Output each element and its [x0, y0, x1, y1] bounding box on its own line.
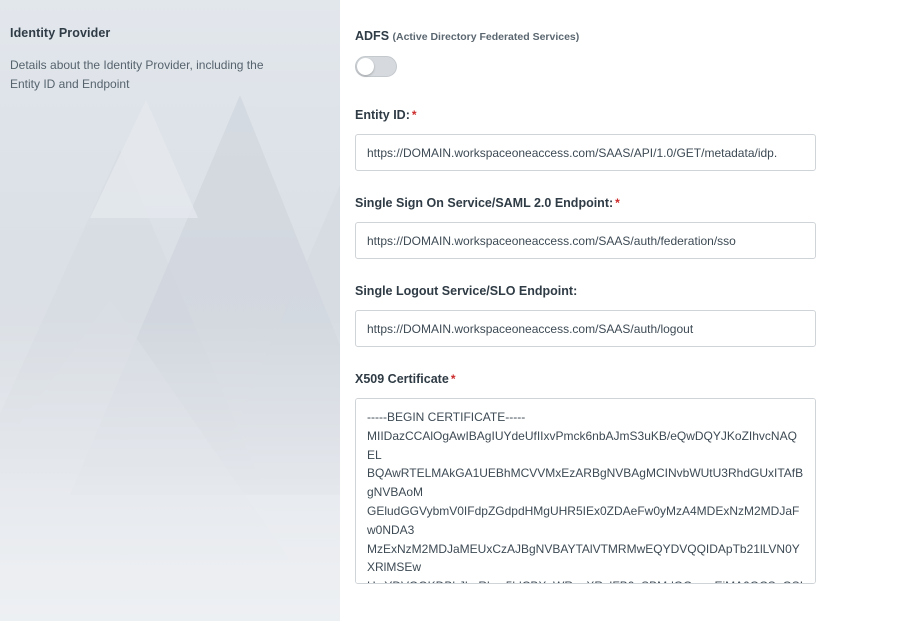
- entity-id-label: [355, 107, 816, 123]
- page-description: Details about the Identity Provider, including the Entity ID and Endpoint: [10, 58, 264, 91]
- entity-id-field-group: [355, 107, 816, 171]
- required-marker: *: [411, 108, 417, 122]
- slo-endpoint-field-group: [355, 283, 816, 347]
- adfs-label-sublabel: (Active Directory Federated Services): [392, 31, 580, 43]
- adfs-field-group: [355, 28, 816, 77]
- slo-endpoint-input[interactable]: [355, 310, 816, 347]
- slo-endpoint-label: [355, 283, 816, 299]
- adfs-toggle-knob: [357, 58, 374, 75]
- sso-endpoint-label: [355, 195, 816, 211]
- entity-id-label-text: Entity ID:: [355, 108, 410, 122]
- page-title: Identity Provider: [10, 26, 111, 40]
- x509-certificate-label: [355, 371, 816, 387]
- identity-provider-form: [355, 0, 901, 621]
- slo-endpoint-label-text: Single Logout Service/SLO Endpoint:: [355, 284, 578, 298]
- adfs-label: [355, 28, 816, 45]
- x509-certificate-field-group: [355, 371, 816, 589]
- sso-endpoint-field-group: [355, 195, 816, 259]
- adfs-toggle[interactable]: [355, 56, 397, 77]
- required-marker: *: [615, 196, 620, 210]
- entity-id-input[interactable]: [355, 134, 816, 171]
- x509-certificate-textarea[interactable]: [355, 398, 816, 584]
- x509-certificate-label-text: X509 Certificate: [355, 372, 449, 386]
- adfs-label-text: ADFS: [355, 29, 390, 43]
- left-panel-content: [10, 26, 310, 94]
- required-marker: *: [450, 372, 456, 386]
- sso-endpoint-label-text: Single Sign On Service/SAML 2.0 Endpoint:: [355, 196, 614, 210]
- left-info-panel: [0, 0, 340, 621]
- sso-endpoint-input[interactable]: [355, 222, 816, 259]
